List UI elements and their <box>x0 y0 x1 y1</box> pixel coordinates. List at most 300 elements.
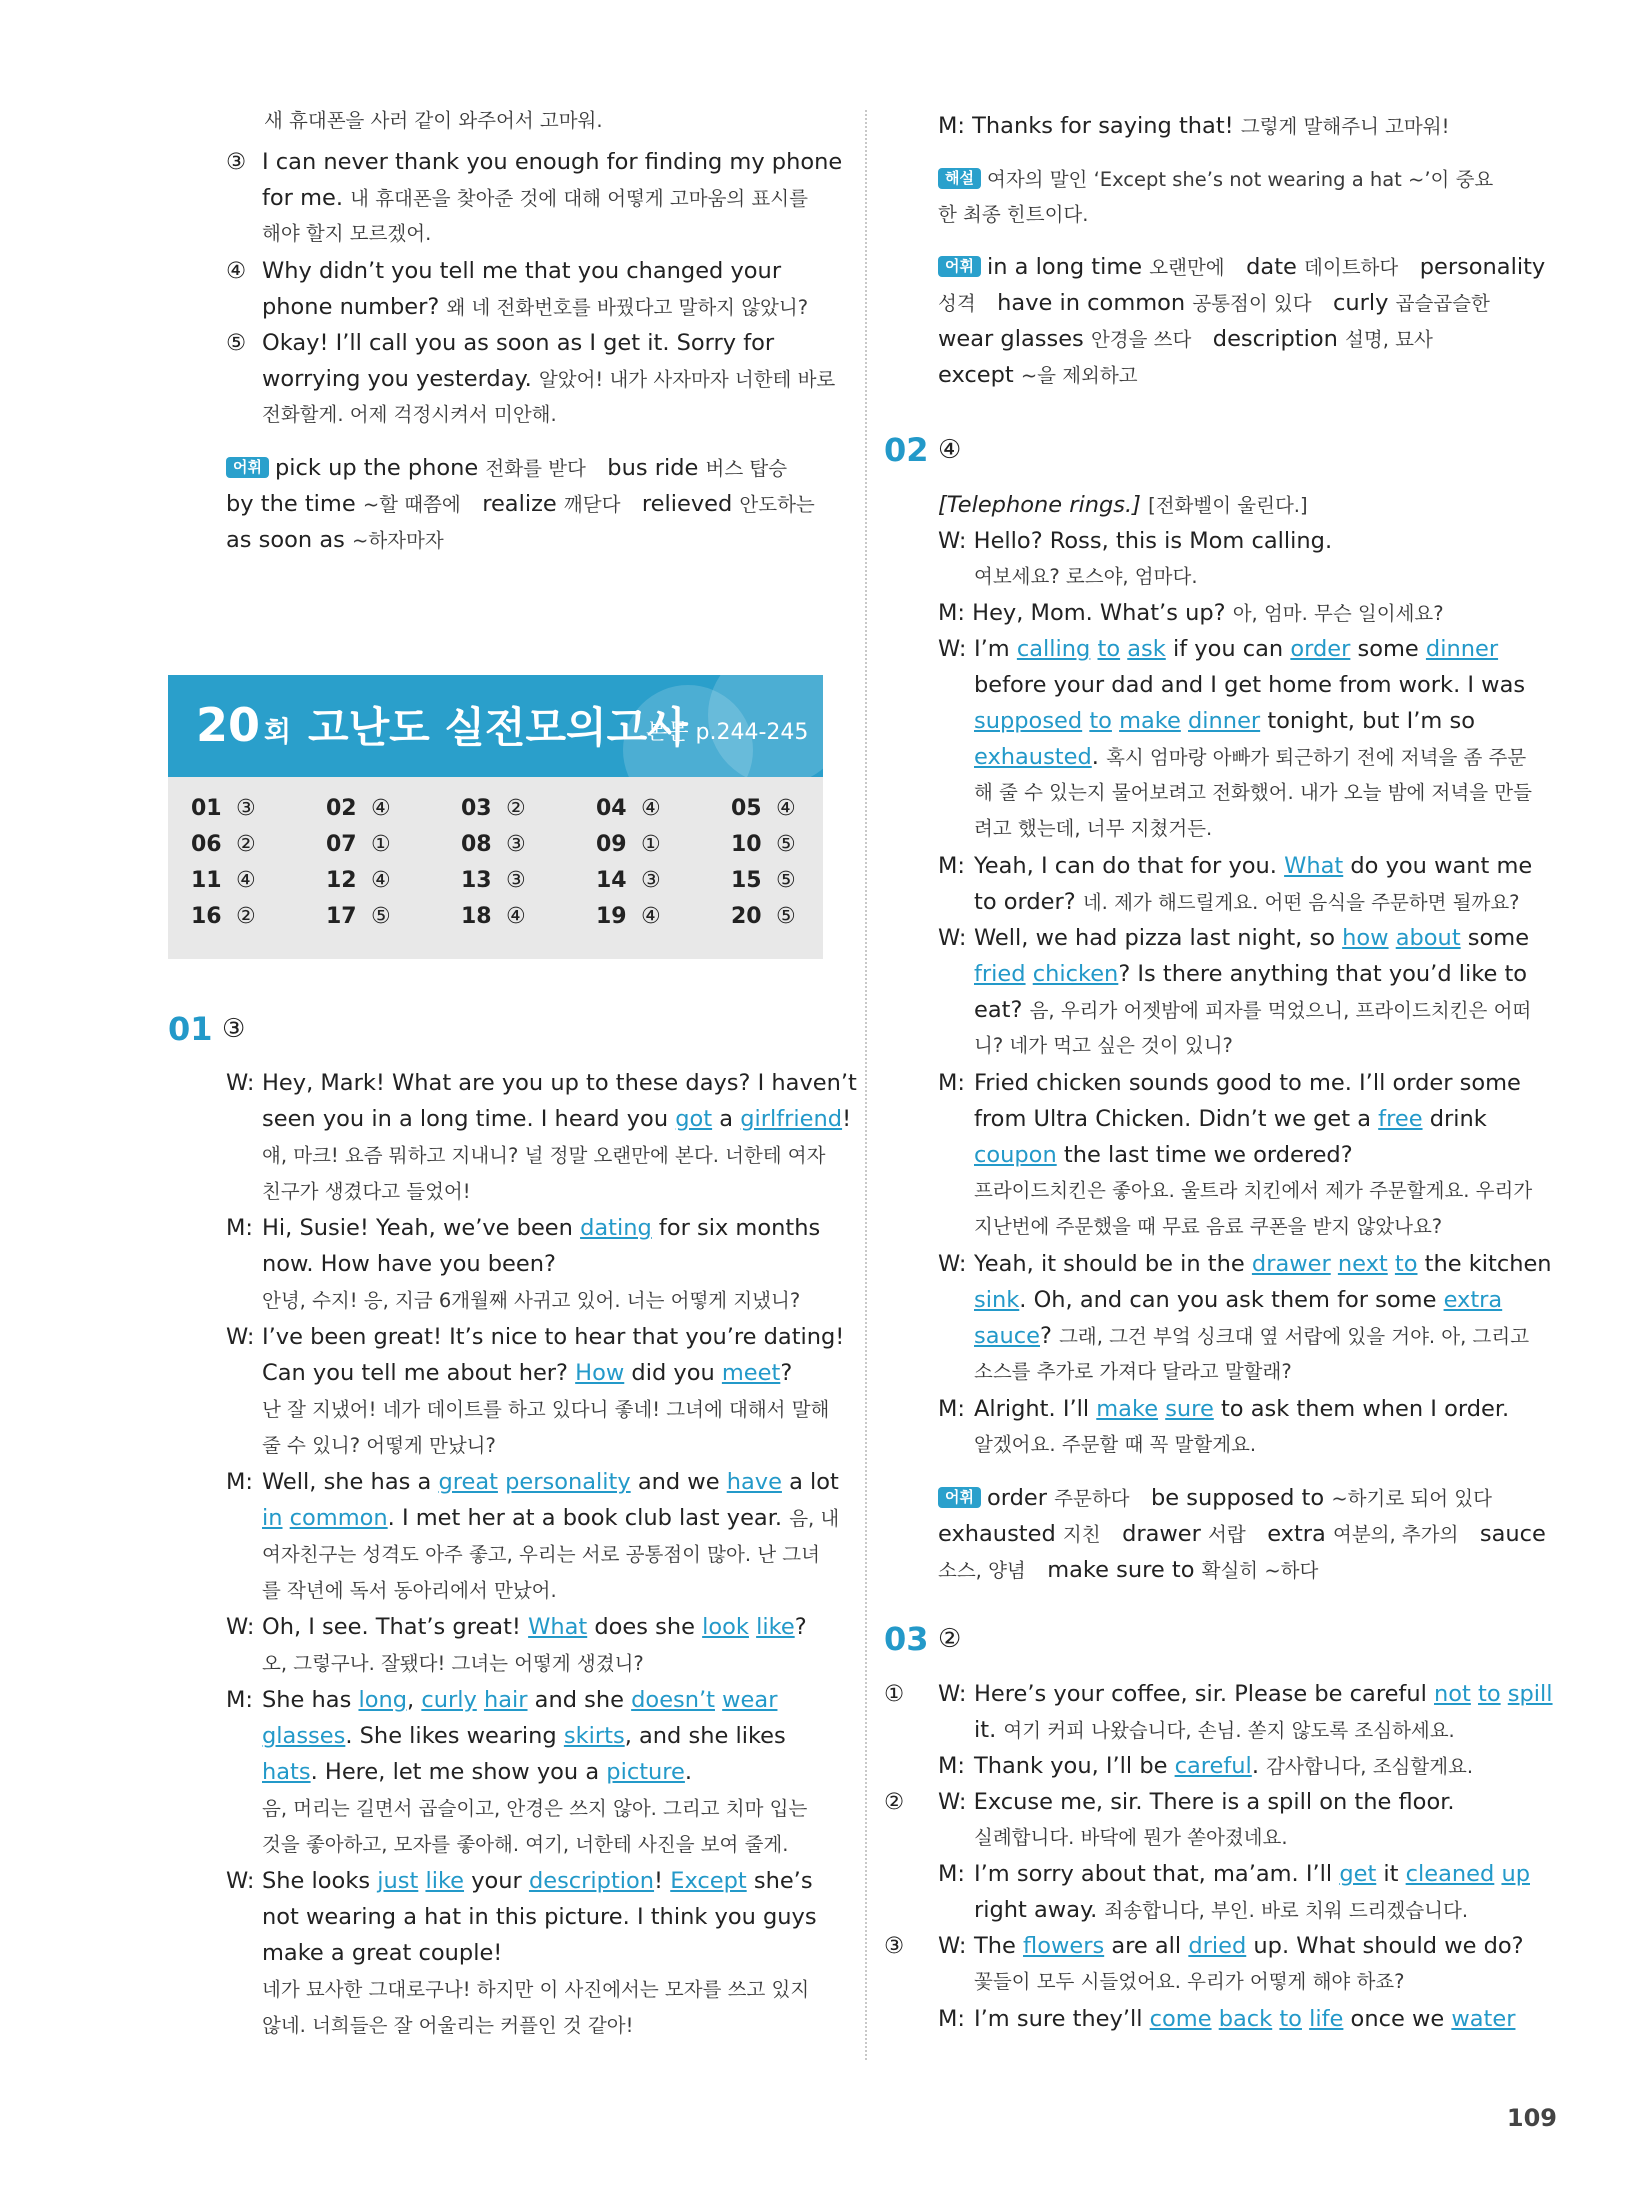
vocab-ko: 확실히 ~하다 <box>1201 1559 1319 1582</box>
speaker: W: <box>938 925 967 951</box>
blank-word: Except <box>670 1868 747 1894</box>
blank-word: just <box>377 1868 419 1894</box>
answer-choice: ③ <box>641 868 661 893</box>
text: from Ultra Chicken. Didn’t we get a <box>974 1106 1372 1132</box>
text: a <box>719 1106 734 1132</box>
option-3-en: for me. <box>262 185 344 211</box>
text: a lot <box>789 1469 839 1495</box>
speaker: M: <box>938 2006 965 2032</box>
blank-word: water <box>1451 2006 1516 2032</box>
option-5-line2 <box>262 364 835 395</box>
text: did you <box>631 1360 715 1386</box>
dialogue-line: before your dad and I get home from work. I was <box>974 672 1526 698</box>
test-banner <box>168 675 823 777</box>
dialogue-line <box>262 1104 851 1134</box>
vocab-en: extra <box>1267 1521 1326 1547</box>
column-divider <box>865 110 867 2060</box>
blank-word: like <box>425 1868 465 1894</box>
vocab-ko: 데이트하다 <box>1304 256 1399 279</box>
vocab-en: have in common <box>997 290 1186 316</box>
text: Thank you, I’ll be <box>974 1753 1168 1779</box>
speaker: W: <box>226 1324 255 1350</box>
answer-cell <box>596 830 661 860</box>
vocab-ko: 공통점이 있다 <box>1192 292 1312 315</box>
blank-word: how <box>1342 925 1389 951</box>
banner-title: 고난도 실전모의고사 <box>308 703 688 752</box>
vocab-tag: 어휘 <box>938 256 981 277</box>
dialogue-line <box>262 1721 786 1751</box>
vocab-en: description <box>1212 326 1338 352</box>
blank-word: flowers <box>1023 1933 1105 1959</box>
answer-number: 19 <box>596 904 627 929</box>
text: to ask them when I order. <box>1220 1396 1510 1422</box>
korean-line: 친구가 생겼다고 들었어! <box>262 1180 471 1203</box>
answer-number: 03 <box>461 796 492 821</box>
blank-word: calling <box>1016 636 1091 662</box>
vocab-en: date <box>1246 254 1297 280</box>
blank-word: extra <box>1443 1287 1503 1313</box>
text: it. <box>974 1717 997 1743</box>
vocab-ko: 곱슬곱슬한 <box>1395 292 1490 315</box>
text: drink <box>1429 1106 1487 1132</box>
stage-direction <box>938 490 1308 521</box>
banner-number-value: 20 <box>196 698 261 752</box>
korean-line: 않네. 너희들은 잘 어울리는 커플인 것 같아! <box>262 2014 634 2037</box>
answer-number: 10 <box>731 832 762 857</box>
text: for six months <box>658 1215 821 1241</box>
korean-text: 혹시 엄마랑 아빠가 퇴근하기 전에 저녁을 좀 주문 <box>1106 746 1527 769</box>
text: are all <box>1111 1933 1182 1959</box>
text: your <box>471 1868 522 1894</box>
question-number: 02 <box>884 431 929 469</box>
blank-word: common <box>289 1505 388 1531</box>
answer-number: 07 <box>326 832 357 857</box>
dialogue-line <box>974 1321 1529 1352</box>
answer-cell <box>731 866 796 896</box>
vocab-ko: ~을 제외하고 <box>1020 364 1138 387</box>
answer-cell <box>326 902 391 932</box>
text: Oh, I see. That’s great! <box>262 1614 521 1640</box>
vocab-line-2 <box>938 288 1490 319</box>
text: I’m <box>974 636 1010 662</box>
answer-choice: ② <box>236 832 256 857</box>
choice-mark: ③ <box>884 1933 905 1959</box>
speaker: W: <box>226 1070 255 1096</box>
text: to order? <box>974 889 1076 915</box>
korean-line: 여자친구는 성격도 아주 좋고, 우리는 서로 공통점이 많아. 난 그녀 <box>262 1543 820 1566</box>
dialogue-line <box>974 742 1526 773</box>
choice-mark: ① <box>884 1681 905 1707</box>
vocab-ko: ~하기로 되어 있다 <box>1331 1487 1492 1510</box>
option-5-text: Okay! I’ll call you as soon as I get it. Sorry for <box>262 330 775 356</box>
dialogue-line <box>262 1757 692 1787</box>
speaker: W: <box>938 636 967 662</box>
text: once we <box>1350 2006 1445 2032</box>
vocab-line-1 <box>938 1483 1492 1514</box>
blank-word: to <box>1478 1681 1501 1707</box>
answer-choice: ① <box>371 832 391 857</box>
vocab-line-2 <box>226 489 815 520</box>
question-number: 03 <box>884 1620 929 1658</box>
answer-choice: ④ <box>506 904 526 929</box>
blank-word: hair <box>483 1687 528 1713</box>
option-5-mark: ⑤ <box>226 330 247 356</box>
blank-word: personality <box>505 1469 631 1495</box>
text: do you want me <box>1350 853 1533 879</box>
dialogue-line: W: Excuse me, sir. There is a spill on the floor. <box>938 1789 1455 1815</box>
korean-line: 것을 좋아하고, 모자를 좋아해. 여기, 너한테 사진을 보여 줄게. <box>262 1833 789 1856</box>
answer-number: 18 <box>461 904 492 929</box>
vocab-tag: 어휘 <box>226 457 269 478</box>
korean-text: [전화벨이 울린다.] <box>1148 494 1308 517</box>
text: some <box>1357 636 1419 662</box>
dialogue-line <box>974 1104 1487 1134</box>
vocab-en: order <box>986 1485 1047 1511</box>
text: ? <box>780 1360 793 1386</box>
blank-word: exhausted <box>974 744 1092 770</box>
answer-number: 09 <box>596 832 627 857</box>
speaker: M: <box>938 1753 965 1779</box>
korean-line: 얘, 마크! 요즘 뭐하고 지내니? 널 정말 오랜만에 본다. 너한테 여자 <box>262 1144 826 1167</box>
blank-word: get <box>1339 1861 1377 1887</box>
vocab-en: except <box>938 362 1014 388</box>
dialogue-line <box>974 1715 1455 1746</box>
answer-choice: ① <box>641 832 661 857</box>
vocab-en: realize <box>482 491 557 517</box>
vocab-ko: 안경을 쓰다 <box>1090 328 1192 351</box>
korean-text: 감사합니다, 조심할게요. <box>1266 1755 1474 1778</box>
korean-line: 꽃들이 모두 시들었어요. 우리가 어떻게 해야 하죠? <box>974 1970 1405 1993</box>
blank-word: make <box>1096 1396 1159 1422</box>
text: I’m sorry about that, ma’am. I’ll <box>974 1861 1333 1887</box>
vocab-line-3 <box>938 1555 1318 1586</box>
dialogue-line <box>262 1866 813 1896</box>
blank-word: girlfriend <box>740 1106 843 1132</box>
text: She looks <box>262 1868 371 1894</box>
blank-word: to <box>1097 636 1121 662</box>
option-3-ko: 내 휴대폰을 찾아준 것에 대해 어떻게 고마움의 표시를 <box>350 187 808 210</box>
dialogue-line: Hey, Mark! What are you up to these days? I haven’t <box>262 1070 857 1096</box>
speaker: M: <box>226 1687 253 1713</box>
answer-choice: ④ <box>641 796 661 821</box>
choice-mark: ② <box>884 1789 905 1815</box>
korean-line: 려고 했는데, 너무 지쳤거든. <box>974 817 1213 840</box>
option-5-ko: 알았어! 내가 사자마자 너한테 바로 <box>538 368 836 391</box>
vocab-en: be supposed to <box>1150 1485 1325 1511</box>
korean-line: 니? 네가 먹고 싶은 것이 있니? <box>974 1034 1233 1057</box>
answer-choice: ⑤ <box>776 832 796 857</box>
answer-choice: ③ <box>506 868 526 893</box>
vocab-en: make sure to <box>1047 1557 1195 1583</box>
dialogue-line <box>974 1895 1468 1926</box>
text: . <box>1091 744 1099 770</box>
blank-word: wear <box>722 1687 778 1713</box>
text: the kitchen <box>1424 1251 1552 1277</box>
option-3-line2 <box>262 183 808 214</box>
text: I’m sure they’ll <box>974 2006 1143 2032</box>
question-answer: ③ <box>222 1014 246 1044</box>
blank-word: dating <box>580 1215 652 1241</box>
blank-word: like <box>756 1614 795 1640</box>
korean-text: 음, 내 <box>789 1507 840 1530</box>
question-answer: ④ <box>938 435 962 465</box>
text: ? Is there anything that you’d like to <box>1118 961 1528 987</box>
answer-number: 20 <box>731 904 762 929</box>
answer-number: 02 <box>326 796 357 821</box>
dialogue-line <box>974 1679 1553 1709</box>
text: M: Hey, Mom. What’s up? <box>938 600 1226 626</box>
answer-cell <box>731 830 796 860</box>
blank-word: free <box>1378 1106 1423 1132</box>
blank-word: about <box>1395 925 1461 951</box>
explanation-text: 여자의 말인 ‘Except she’s not wearing a hat ~’이 중요 <box>986 168 1494 191</box>
vocab-line-4 <box>938 360 1138 391</box>
answer-choice: ② <box>506 796 526 821</box>
blank-word: sure <box>1165 1396 1214 1422</box>
korean-text: 아, 엄마. 무슨 일이세요? <box>1232 602 1444 625</box>
answer-number: 06 <box>191 832 222 857</box>
korean-line: 안녕, 수지! 응, 지금 6개월째 사귀고 있어. 너는 어떻게 지냈니? <box>262 1289 801 1312</box>
text: Well, she has a <box>262 1469 432 1495</box>
blank-word: dinner <box>1188 708 1261 734</box>
speaker: M: <box>226 1469 253 1495</box>
korean-text: 그렇게 말해주니 고마워! <box>1240 115 1450 138</box>
answer-number: 12 <box>326 868 357 893</box>
blank-word: drawer <box>1251 1251 1331 1277</box>
text: ! <box>654 1868 664 1894</box>
vocab-ko: 깨닫다 <box>563 493 621 516</box>
speaker: W: <box>226 1614 255 1640</box>
blank-word: dinner <box>1425 636 1499 662</box>
text: seen you in a long time. I heard you <box>262 1106 669 1132</box>
blank-word: great <box>438 1469 498 1495</box>
blank-word: look <box>702 1614 749 1640</box>
vocab-ko: 주문하다 <box>1054 1487 1130 1510</box>
answer-choice: ⑤ <box>371 904 391 929</box>
blank-word: life <box>1309 2006 1344 2032</box>
text: ? <box>794 1614 807 1640</box>
text: . Here, let me show you a <box>310 1759 600 1785</box>
text: , and she likes <box>624 1723 786 1749</box>
answer-cell <box>461 866 526 896</box>
vocab-en: bus ride <box>607 455 699 481</box>
answer-cell <box>326 866 391 896</box>
text: . <box>1251 1753 1259 1779</box>
vocab-ko: 안도하는 <box>739 493 815 516</box>
korean-line: 네가 묘사한 그대로구나! 하지만 이 사진에서는 모자를 쓰고 있지 <box>262 1978 810 2001</box>
speaker: W: <box>938 1681 967 1707</box>
dialogue-line <box>974 851 1532 881</box>
speaker: W: <box>938 1251 967 1277</box>
text: The <box>974 1933 1016 1959</box>
dialogue-line <box>974 1249 1552 1279</box>
blank-word: How <box>575 1360 625 1386</box>
answer-number: 11 <box>191 868 222 893</box>
banner-unit: 회 <box>264 715 292 748</box>
vocab-en: in a long time <box>986 254 1143 280</box>
dialogue-line: W: Hello? Ross, this is Mom calling. <box>938 528 1333 554</box>
dialogue-line: Fried chicken sounds good to me. I’ll order some <box>974 1070 1521 1096</box>
korean-line: 해 줄 수 있는지 물어보려고 전화했어. 내가 오늘 밤에 저녁을 만들 <box>974 781 1532 804</box>
vocab-ko: 전화를 받다 <box>485 457 586 480</box>
blank-word: sauce <box>974 1323 1040 1349</box>
text: the last time we ordered? <box>1063 1142 1353 1168</box>
vocab-ko: 서랍 <box>1208 1523 1246 1546</box>
korean-line: 실례합니다. 바닥에 뭔가 쏟아졌네요. <box>974 1826 1288 1849</box>
dialogue-line <box>262 1213 820 1243</box>
korean-line: 를 작년에 독서 동아리에서 만났어. <box>262 1579 557 1602</box>
blank-word: next <box>1337 1251 1388 1277</box>
speaker: M: <box>938 1070 965 1096</box>
dialogue-line <box>974 1859 1530 1889</box>
speaker: M: <box>938 853 965 879</box>
text: . <box>684 1759 693 1785</box>
text: ? <box>1039 1323 1052 1349</box>
blank-word: in <box>262 1505 283 1531</box>
vocab-en: curly <box>1333 290 1389 316</box>
answer-choice: ⑤ <box>776 904 796 929</box>
vocab-en: personality <box>1419 254 1546 280</box>
speaker: M: <box>938 1396 965 1422</box>
answer-choice: ④ <box>371 868 391 893</box>
vocab-en: as soon as <box>226 527 345 553</box>
text: . Oh, and can you ask them for some <box>1019 1287 1437 1313</box>
option-4-ko: 왜 네 전화번호를 바꿨다고 말하지 않았니? <box>446 296 809 319</box>
option-4-text: Why didn’t you tell me that you changed your <box>262 258 782 284</box>
answer-cell <box>596 866 661 896</box>
answer-number: 04 <box>596 796 627 821</box>
dialogue-line <box>974 634 1498 664</box>
text: Can you tell me about her? <box>262 1360 569 1386</box>
korean-text: 죄송합니다, 부인. 바로 치워 드리겠습니다. <box>1104 1899 1469 1922</box>
text: she’s <box>753 1868 813 1894</box>
answer-cell <box>596 794 661 824</box>
vocab-ko: 설명, 묘사 <box>1345 328 1433 351</box>
option-3-ko-2: 해야 할지 모르겠어. <box>262 222 432 245</box>
answer-number: 14 <box>596 868 627 893</box>
dialogue-line <box>262 1467 839 1497</box>
dialogue-line: I’ve been great! It’s nice to hear that you’re dating! <box>262 1324 845 1350</box>
blank-word: skirts <box>563 1723 625 1749</box>
text: Hi, Susie! Yeah, we’ve been <box>262 1215 573 1241</box>
vocab-ko: 여분의, 추가의 <box>1332 1523 1459 1546</box>
vocab-line-2 <box>938 1519 1546 1550</box>
korean-line: 새 휴대폰을 사러 같이 와주어서 고마워. <box>264 109 603 132</box>
blank-word: What <box>1284 853 1344 879</box>
vocab-ko: 성격 <box>938 292 976 315</box>
vocab-ko: 오랜만에 <box>1149 256 1225 279</box>
blank-word: to <box>1394 1251 1418 1277</box>
answer-cell <box>731 794 796 824</box>
blank-word: coupon <box>974 1142 1057 1168</box>
answer-number: 13 <box>461 868 492 893</box>
stage-text: [Telephone rings.] <box>938 492 1141 518</box>
answer-choice: ⑤ <box>776 868 796 893</box>
blank-word: careful <box>1174 1753 1252 1779</box>
explanation-line <box>938 164 1493 195</box>
dialogue-line <box>974 1140 1353 1170</box>
korean-line: 난 잘 지냈어! 네가 데이트를 하고 있다니 좋네! 그녀에 대해서 말해 <box>262 1398 830 1421</box>
answer-number: 15 <box>731 868 762 893</box>
dialogue-line <box>974 923 1529 953</box>
vocab-en: by the time <box>226 491 356 517</box>
answer-cell <box>326 830 391 860</box>
option-3-mark: ③ <box>226 149 247 175</box>
dialogue-line: make a great couple! <box>262 1940 503 1966</box>
blank-word: fried <box>974 961 1026 987</box>
dialogue-line <box>938 111 1449 142</box>
vocab-ko: 버스 탑승 <box>705 457 788 480</box>
dialogue-line <box>974 1285 1502 1315</box>
text: Here’s your coffee, sir. Please be careful <box>974 1681 1427 1707</box>
speaker: M: <box>938 1861 965 1887</box>
text: tonight, but I’m so <box>1267 708 1475 734</box>
blank-word: not <box>1434 1681 1471 1707</box>
vocab-en: exhausted <box>938 1521 1056 1547</box>
blank-word: curly <box>421 1687 477 1713</box>
blank-word: cleaned <box>1405 1861 1495 1887</box>
dialogue-line: She has long, curly hair and she doesn’t wear <box>262 1687 778 1713</box>
korean-line: 알겠어요. 주문할 때 꼭 말할게요. <box>974 1433 1257 1456</box>
text: Yeah, it should be in the <box>974 1251 1245 1277</box>
korean-line: 소스를 추가로 가져다 달라고 말할래? <box>974 1360 1292 1383</box>
text: . I met her at a book club last year. <box>387 1505 783 1531</box>
korean-line: 음, 머리는 길면서 곱슬이고, 안경은 쓰지 않아. 그리고 치마 입는 <box>262 1797 808 1820</box>
dialogue-line <box>974 995 1531 1026</box>
vocab-tag: 어휘 <box>938 1487 981 1508</box>
vocab-ko: 지친 <box>1062 1523 1101 1546</box>
vocab-en: drawer <box>1122 1521 1201 1547</box>
answer-cell <box>191 866 256 896</box>
answer-choice: ④ <box>236 868 256 893</box>
blank-word: hats <box>262 1759 311 1785</box>
dialogue-line <box>974 706 1475 736</box>
text: some <box>1467 925 1530 951</box>
korean-line: 여보세요? 로스야, 엄마다. <box>974 565 1198 588</box>
option-5-en: worrying you yesterday. <box>262 366 532 392</box>
blank-word: to <box>1279 2006 1302 2032</box>
vocab-line-1 <box>226 453 787 484</box>
dialogue-line <box>974 887 1520 918</box>
text: right away. <box>974 1897 1098 1923</box>
speaker: W: <box>938 1933 967 1959</box>
dialogue-line: now. How have you been? <box>262 1251 556 1277</box>
blank-word: sink <box>974 1287 1020 1313</box>
text: and we <box>637 1469 720 1495</box>
blank-word: make <box>1119 708 1181 734</box>
answer-number: 17 <box>326 904 357 929</box>
text: eat? <box>974 997 1023 1023</box>
korean-text: 네. 제가 해드릴게요. 어떤 음식을 주문하면 될까요? <box>1082 891 1520 914</box>
text: Well, we had pizza last night, so <box>974 925 1335 951</box>
answer-cell <box>191 830 256 860</box>
banner-number <box>196 697 291 760</box>
page-number: 109 <box>1506 2104 1557 2132</box>
answer-choice: ② <box>236 904 256 929</box>
answer-choice: ④ <box>641 904 661 929</box>
option-4-line2 <box>262 292 808 323</box>
blank-word: come <box>1149 2006 1212 2032</box>
option-5-ko-2: 전화할게. 어제 걱정시켜서 미안해. <box>262 403 557 426</box>
answer-cell <box>326 794 391 824</box>
korean-text: 그래, 그건 부엌 싱크대 옆 서랍에 있을 거야. 아, 그리고 <box>1059 1325 1530 1348</box>
blank-word: glasses <box>262 1723 346 1749</box>
answer-choice: ③ <box>506 832 526 857</box>
vocab-en: sauce <box>1479 1521 1546 1547</box>
blank-word: up <box>1501 1861 1530 1887</box>
blank-word: spill <box>1507 1681 1553 1707</box>
answer-choice: ④ <box>776 796 796 821</box>
